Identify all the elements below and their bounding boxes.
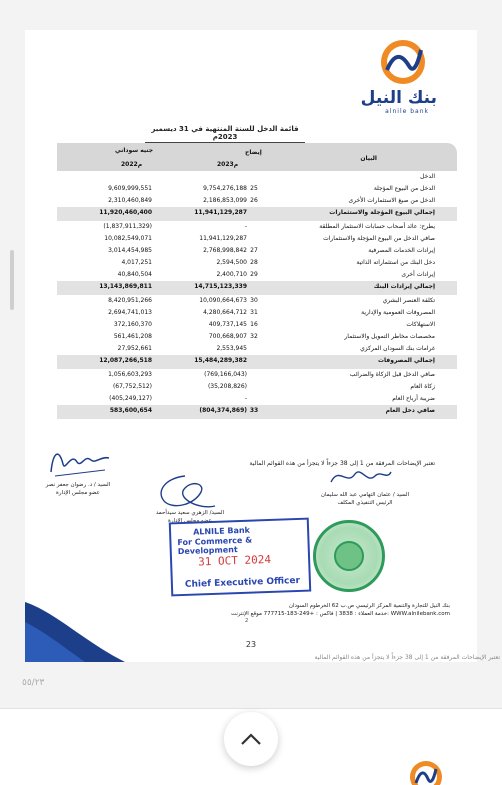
income-statement-table bbox=[57, 143, 457, 419]
row-label: إجمالي إيرادات البنك bbox=[373, 283, 435, 290]
row-value-2023: 409,737,145 bbox=[208, 321, 247, 328]
row-note: 28 bbox=[250, 259, 258, 266]
page-counter: ٥٥/٢٣ bbox=[22, 678, 45, 688]
signature-left-icon bbox=[45, 442, 115, 482]
row-label: يطرح: عائد أصحاب حسابات الاستثمار المطلقة bbox=[319, 223, 435, 230]
row-label: صافي الدخل من البيوع المؤجلة والاستثمارات bbox=[323, 235, 435, 242]
row-value-2022: 10,082,549,071 bbox=[104, 235, 152, 242]
page-number: 23 bbox=[245, 640, 257, 649]
row-label: زكاة العام bbox=[410, 383, 435, 390]
row-value-2022: 2,310,460,849 bbox=[108, 197, 152, 204]
signature-left-name: السيد / د. رضوان جعفر نصر bbox=[45, 482, 111, 488]
row-value-2022: 3,014,454,985 bbox=[108, 247, 152, 254]
row-note: 16 bbox=[250, 321, 258, 328]
row-value-2022: (1,837,911,329) bbox=[103, 223, 152, 230]
row-label: دخل البنك من استثماراته الذاتية bbox=[356, 259, 435, 266]
row-label: الدخل من البيوع المؤجلة bbox=[373, 185, 435, 192]
inner-page-number: 2 bbox=[245, 618, 249, 624]
table-row bbox=[57, 307, 457, 319]
row-label: غرامات بنك السودان المركزي bbox=[360, 345, 435, 352]
stamp-date: 31 OCT 2024 bbox=[197, 552, 272, 569]
row-value-2023: (35,208,826) bbox=[207, 383, 247, 390]
row-label: تكلفة العنصر البشري bbox=[382, 297, 435, 304]
table-row bbox=[57, 295, 457, 307]
row-label: المصروفات العمومية والإدارية bbox=[361, 309, 435, 316]
row-value-2022: 2,694,741,013 bbox=[108, 309, 152, 316]
row-value-2023: 15,484,289,382 bbox=[194, 357, 247, 364]
row-value-2023: 2,186,853,099 bbox=[203, 197, 247, 204]
row-label: صافي دخل العام bbox=[385, 407, 435, 414]
row-value-2023: - bbox=[244, 223, 247, 230]
row-value-2023: 2,768,998,842 bbox=[203, 247, 247, 254]
row-value-2022: (67,752,512) bbox=[112, 383, 152, 390]
row-label: إجمالي البيوع المؤجلة والاستثمارات bbox=[329, 209, 435, 216]
table-row bbox=[57, 343, 457, 355]
row-value-2023: 10,090,664,673 bbox=[199, 297, 247, 304]
row-value-2022: 13,143,869,811 bbox=[99, 283, 152, 290]
table-row bbox=[57, 381, 457, 393]
row-note: 27 bbox=[250, 247, 258, 254]
row-value-2022: 1,056,603,293 bbox=[108, 371, 152, 378]
table-row bbox=[57, 355, 457, 369]
seal-center bbox=[334, 541, 364, 571]
row-value-2022: 40,840,504 bbox=[117, 271, 152, 278]
brand-name-ar: بنك النيل bbox=[360, 88, 437, 108]
stamp-title: Chief Executive Officer bbox=[184, 575, 301, 590]
row-value-2023: 2,594,500 bbox=[216, 259, 247, 266]
table-row bbox=[57, 195, 457, 207]
table-row bbox=[57, 171, 457, 183]
row-label: مخصصات مخاطر التمويل والاستثمار bbox=[344, 333, 435, 340]
currency-label: جنيه سوداني bbox=[115, 147, 154, 154]
row-value-2022: 561,461,208 bbox=[113, 333, 152, 340]
signature-right-role: الرئيس التنفيذي المكلف bbox=[337, 500, 393, 506]
row-value-2022: 27,952,661 bbox=[117, 345, 152, 352]
row-value-2022: (405,249,127) bbox=[109, 395, 152, 402]
official-stamp bbox=[169, 518, 311, 597]
row-value-2022: 12,087,266,518 bbox=[99, 357, 152, 364]
footnote: تعتبر الإيضاحات المرفقة من 1 إلى 38 جزءاً لا يتجزأ من هذه القوائم المالية bbox=[249, 460, 435, 467]
signature-left-role: عضو مجلس الإدارة bbox=[56, 490, 100, 496]
row-value-2023: (804,374,869) bbox=[199, 407, 247, 414]
table-row bbox=[57, 221, 457, 233]
statement-title: قائمة الدخل للسنة المنتهية في 31 ديسمبر 2023م bbox=[145, 125, 305, 143]
row-value-2023: 11,941,129,287 bbox=[199, 235, 247, 242]
table-row bbox=[57, 183, 457, 195]
row-label: إيرادات أخرى bbox=[401, 271, 435, 278]
table-header bbox=[57, 143, 457, 171]
table-row bbox=[57, 281, 457, 295]
row-label: صافي الدخل قبل الزكاة والضرائب bbox=[349, 371, 435, 378]
stamp-bank-subtitle: For Commerce & Development bbox=[177, 535, 253, 557]
table-row bbox=[57, 405, 457, 419]
scrollbar[interactable] bbox=[10, 250, 14, 310]
table-row bbox=[57, 369, 457, 381]
bank-address bbox=[170, 602, 450, 618]
address-line-2: WWW.alnilebank.com :خدمة العملاء : 3838 | فاكس : +249-183-777715 موقع الإنترنت bbox=[230, 611, 450, 617]
green-seal-icon bbox=[313, 520, 385, 592]
chevron-up-icon bbox=[240, 732, 262, 746]
bank-logo-icon bbox=[404, 755, 444, 785]
row-value-2022: 583,600,654 bbox=[109, 407, 152, 414]
row-note: 31 bbox=[250, 309, 258, 316]
row-note: 25 bbox=[250, 185, 258, 192]
column-2023: 2023م bbox=[217, 161, 239, 168]
row-label: الدخل bbox=[420, 173, 435, 180]
document-page bbox=[25, 30, 477, 662]
row-label: الدخل من صيغ الاستثمارات الأخرى bbox=[348, 197, 435, 204]
brand-name-en: alnile bank bbox=[385, 108, 429, 115]
table-body bbox=[57, 171, 457, 419]
row-note: 33 bbox=[249, 407, 259, 414]
row-value-2022: 8,420,951,266 bbox=[108, 297, 152, 304]
row-label: الاستهلاكات bbox=[406, 321, 435, 328]
bottom-footer-text: تعتبر الإيضاحات المرفقة من 1 إلى 38 جزءاً لا يتجزأ من هذه القوائم المالية bbox=[314, 654, 500, 661]
table-row bbox=[57, 393, 457, 405]
row-value-2023: 9,754,276,188 bbox=[203, 185, 247, 192]
table-row bbox=[57, 207, 457, 221]
row-value-2023: 2,400,710 bbox=[216, 271, 247, 278]
row-value-2022: 372,160,370 bbox=[113, 321, 152, 328]
row-value-2023: 11,941,129,287 bbox=[194, 209, 247, 216]
table-row bbox=[57, 269, 457, 281]
row-value-2023: (769,166,043) bbox=[204, 371, 247, 378]
column-statement: البيان bbox=[360, 155, 377, 162]
signature-right-name: السيد / عثمان التهامي عبد الله سليمان bbox=[320, 492, 410, 498]
row-value-2023: - bbox=[244, 395, 247, 402]
row-note: 29 bbox=[250, 271, 258, 278]
scroll-up-button[interactable] bbox=[224, 712, 278, 766]
table-row bbox=[57, 245, 457, 257]
table-row bbox=[57, 257, 457, 269]
row-note: 26 bbox=[250, 197, 258, 204]
signature-middle-role: عضو مجلس الإدارة bbox=[168, 518, 212, 524]
stamp-bank-name: ALNILE Bank bbox=[192, 525, 251, 537]
row-value-2023: 4,280,664,712 bbox=[203, 309, 247, 316]
row-label: ضريبة أرباح العام bbox=[392, 395, 435, 402]
table-row bbox=[57, 319, 457, 331]
row-value-2022: 11,920,460,400 bbox=[99, 209, 152, 216]
row-note: 32 bbox=[250, 333, 258, 340]
row-value-2023: 2,553,945 bbox=[216, 345, 247, 352]
row-value-2022: 4,017,251 bbox=[121, 259, 152, 266]
column-2022: 2022م bbox=[121, 161, 143, 168]
table-row bbox=[57, 331, 457, 343]
column-note: إيضاح bbox=[245, 149, 262, 156]
row-note: 30 bbox=[250, 297, 258, 304]
address-line-1: بنك النيل للتجارة والتنمية المركز الرئيسي ص.ب 62 الخرطوم السودان bbox=[288, 603, 450, 609]
row-label: إيرادات الخدمات المصرفية bbox=[368, 247, 435, 254]
row-value-2022: 9,609,999,551 bbox=[108, 185, 152, 192]
signature-middle-name: السيد/ الزهري سعيد سيدأحمد bbox=[155, 510, 225, 516]
signature-right-icon bbox=[325, 462, 395, 492]
row-label: إجمالي المصروفات bbox=[378, 357, 435, 364]
table-row bbox=[57, 233, 457, 245]
row-value-2023: 700,668,907 bbox=[208, 333, 247, 340]
signature-middle-icon bbox=[145, 470, 225, 514]
row-value-2023: 14,715,123,339 bbox=[194, 283, 247, 290]
